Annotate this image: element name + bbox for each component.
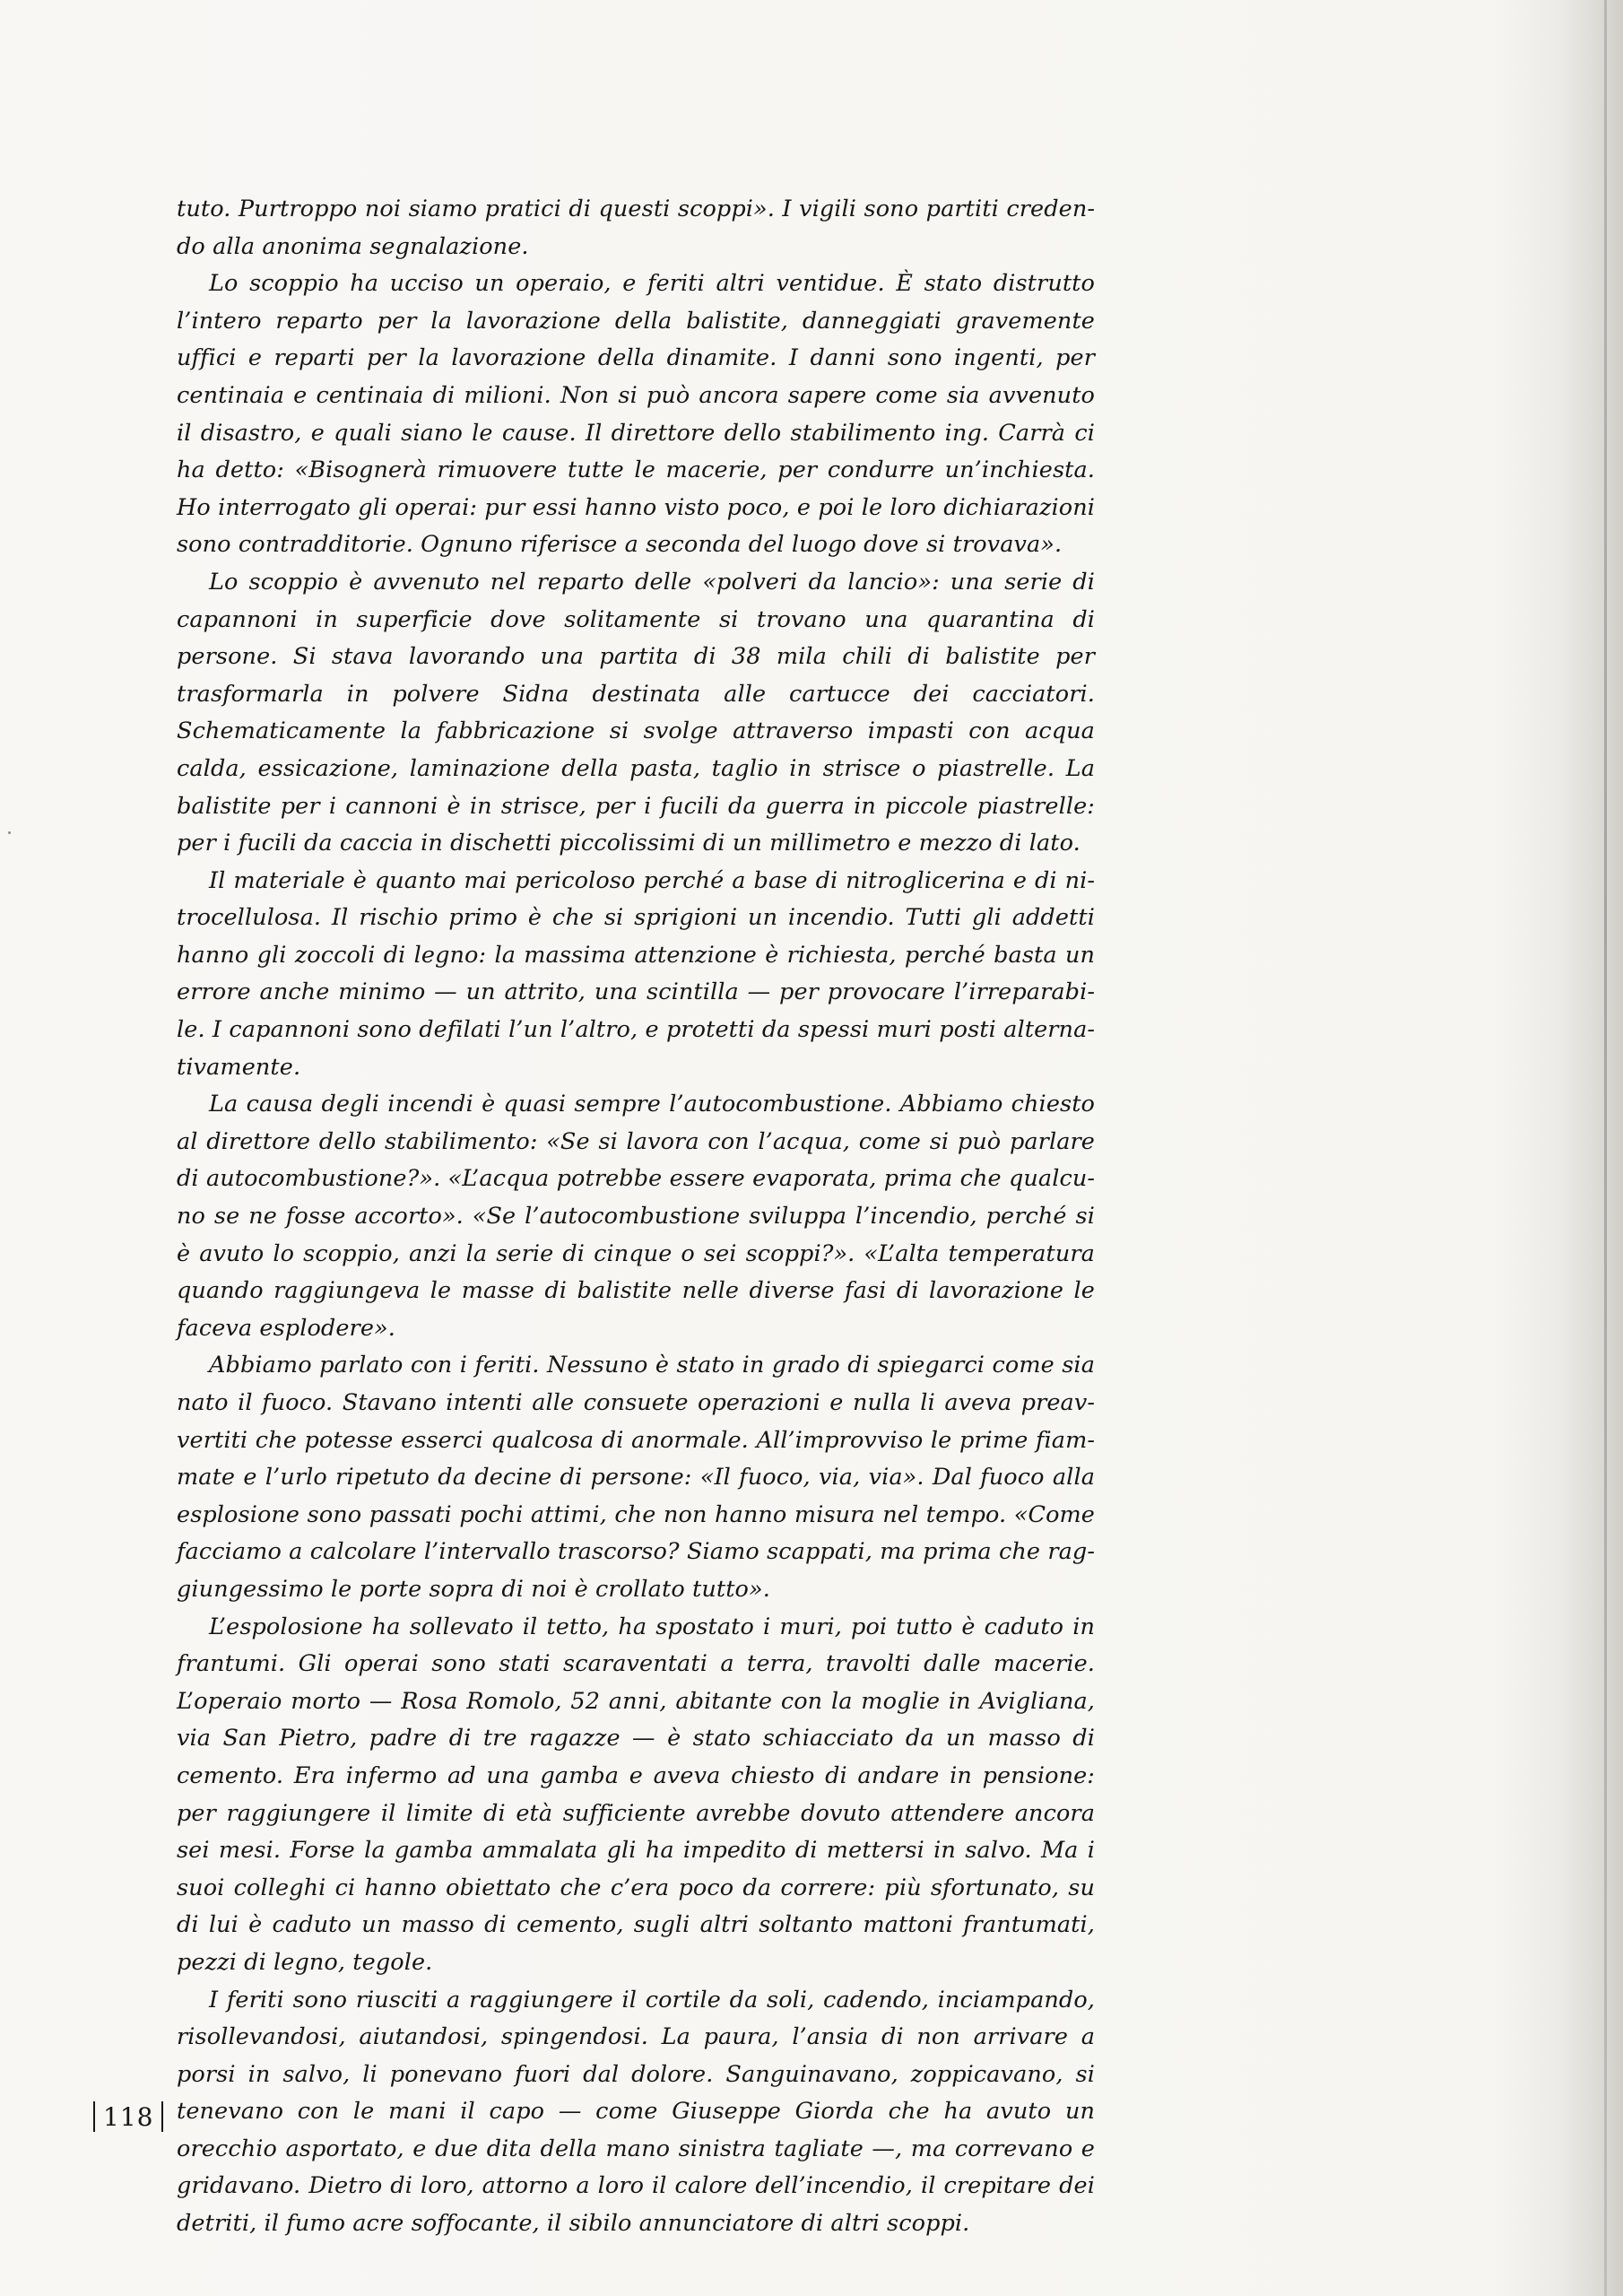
paragraph: Lo scoppio ha ucciso un operaio, e feriti altri ventidue. È stato distrutto l’intero reparto per la lavorazione della balistite, danneggiati gravemente uffici e reparti per la lavorazione della dinamite. I danni sono ingenti, per centinaia e centinaia di milioni. Non si può ancora sapere come sia avvenuto il disastro, e quali siano le cause. Il direttore dello stabilimento ing. Carrà ci ha detto: «Bisognerà rimuovere tutte le macerie, per condurre un’inchiesta. Ho interrogato gli operai: pur essi hanno visto poco, e poi le loro dichiarazioni sono contradditorie. Ognuno riferisce a seconda del luogo dove si trovava». (177, 270, 1095, 559)
page-number-text: 118 (103, 2101, 154, 2132)
paragraph: tuto. Purtroppo noi siamo pratici di questi scoppi». I vigili sono partiti credendo alla anonima segnalazione. (177, 196, 1095, 260)
body-text (177, 191, 1095, 2243)
paragraph: I feriti sono riusciti a raggiungere il cortile da soli, cadendo, inciampando, risollevandosi, aiutandosi, spingendosi. La paura, l’ansia di non arrivare a porsi in salvo, li ponevano fuori dal dolore. Sanguinavano, zoppicavano, si tenevano con le mani il capo — come Giuseppe Giorda che ha avuto un orecchio asportato, e due dita della mano sinistra tagliate —, ma correvano e gridavano. Dietro di loro, attorno a loro il calore dell’incendio, il crepitare dei detriti, il fumo acre soffocante, il sibilo annunciatore di altri scoppi. (177, 1986, 1095, 2238)
paragraph: La causa degli incendi è quasi sempre l’autocombustione. Abbiamo chiesto al direttore dello stabilimento: «Se si lavora con l’acqua, come si può parlare di autocombustione?». «L’acqua potrebbe essere evaporata, prima che qualcuno se ne fosse accorto». «Se l’autocombustione sviluppa l’incendio, perché si è avuto lo scoppio, anzi la serie di cinque o sei scoppi?». «L’alta temperatura quando raggiungeva le masse di balistite nelle diverse fasi di lavorazione le faceva esplodere». (177, 1091, 1095, 1342)
folio-rule-right (161, 2101, 163, 2132)
paragraph: Lo scoppio è avvenuto nel reparto delle «polveri da lancio»: una serie di capannoni in superficie dove solitamente si trovano una quarantina di persone. Si stava lavorando una partita di 38 mila chili di balistite per trasformarla in polvere Sidna destinata alle cartucce dei cacciatori. Schematicamente la fabbricazione si svolge attraverso impasti con acqua calda, essicazione, laminazione della pasta, taglio in strisce o piastrelle. La balistite per i cannoni è in strisce, per i fucili da guerra in piccole piastrelle: per i fucili da caccia in dischetti piccolissimi di un millimetro e mezzo di lato. (177, 568, 1095, 857)
paragraph: Abbiamo parlato con i feriti. Nessuno è stato in grado di spiegarci come sia nato il fuoco. Stavano intenti alle consuete operazioni e nulla li aveva preavvertiti che potesse esserci qualcosa di anormale. All’improvviso le prime fiammate e l’urlo ripetuto da decine di persone: «Il fuoco, via, via». Dal fuoco alla esplosione sono passati pochi attimi, che non hanno misura nel tempo. «Come facciamo a calcolare l’intervallo trascorso? Siamo scappati, ma prima che raggiungessimo le porte sopra di noi è crollato tutto». (177, 1352, 1095, 1603)
paragraph: Il materiale è quanto mai pericoloso perché a base di nitroglicerina e di nitrocellulosa. Il rischio primo è che si sprigioni un incendio. Tutti gli addetti hanno gli zoccoli di legno: la massima attenzione è richiesta, perché basta un errore anche minimo — un attrito, una scintilla — per provocare l’irreparabile. I capannoni sono defilati l’un l’altro, e protetti da spessi muri posti alternativamente. (177, 866, 1095, 1081)
paragraph: L’espolosione ha sollevato il tetto, ha spostato i muri, poi tutto è caduto in frantumi. Gli operai sono stati scaraventati a terra, travolti dalle macerie. L’operaio morto — Rosa Romolo, 52 anni, abitante con la moglie in Avigliana, via San Pietro, padre di tre ragazze — è stato schiacciato da un masso di cemento. Era infermo ad una gamba e aveva chiesto di andare in pensione: per raggiungere il limite di età sufficiente avrebbe dovuto attendere ancora sei mesi. Forse la gamba ammalata gli ha impedito di mettersi in salvo. Ma i suoi colleghi ci hanno obiettato che c’era poco da correre: più sfortunato, su di lui è caduto un masso di cemento, sugli altri soltanto mattoni frantumati, pezzi di legno, tegole. (177, 1613, 1095, 1976)
scan-speck (8, 831, 11, 834)
page-binding-shadow (1604, 0, 1607, 2296)
page-number (93, 2099, 163, 2135)
